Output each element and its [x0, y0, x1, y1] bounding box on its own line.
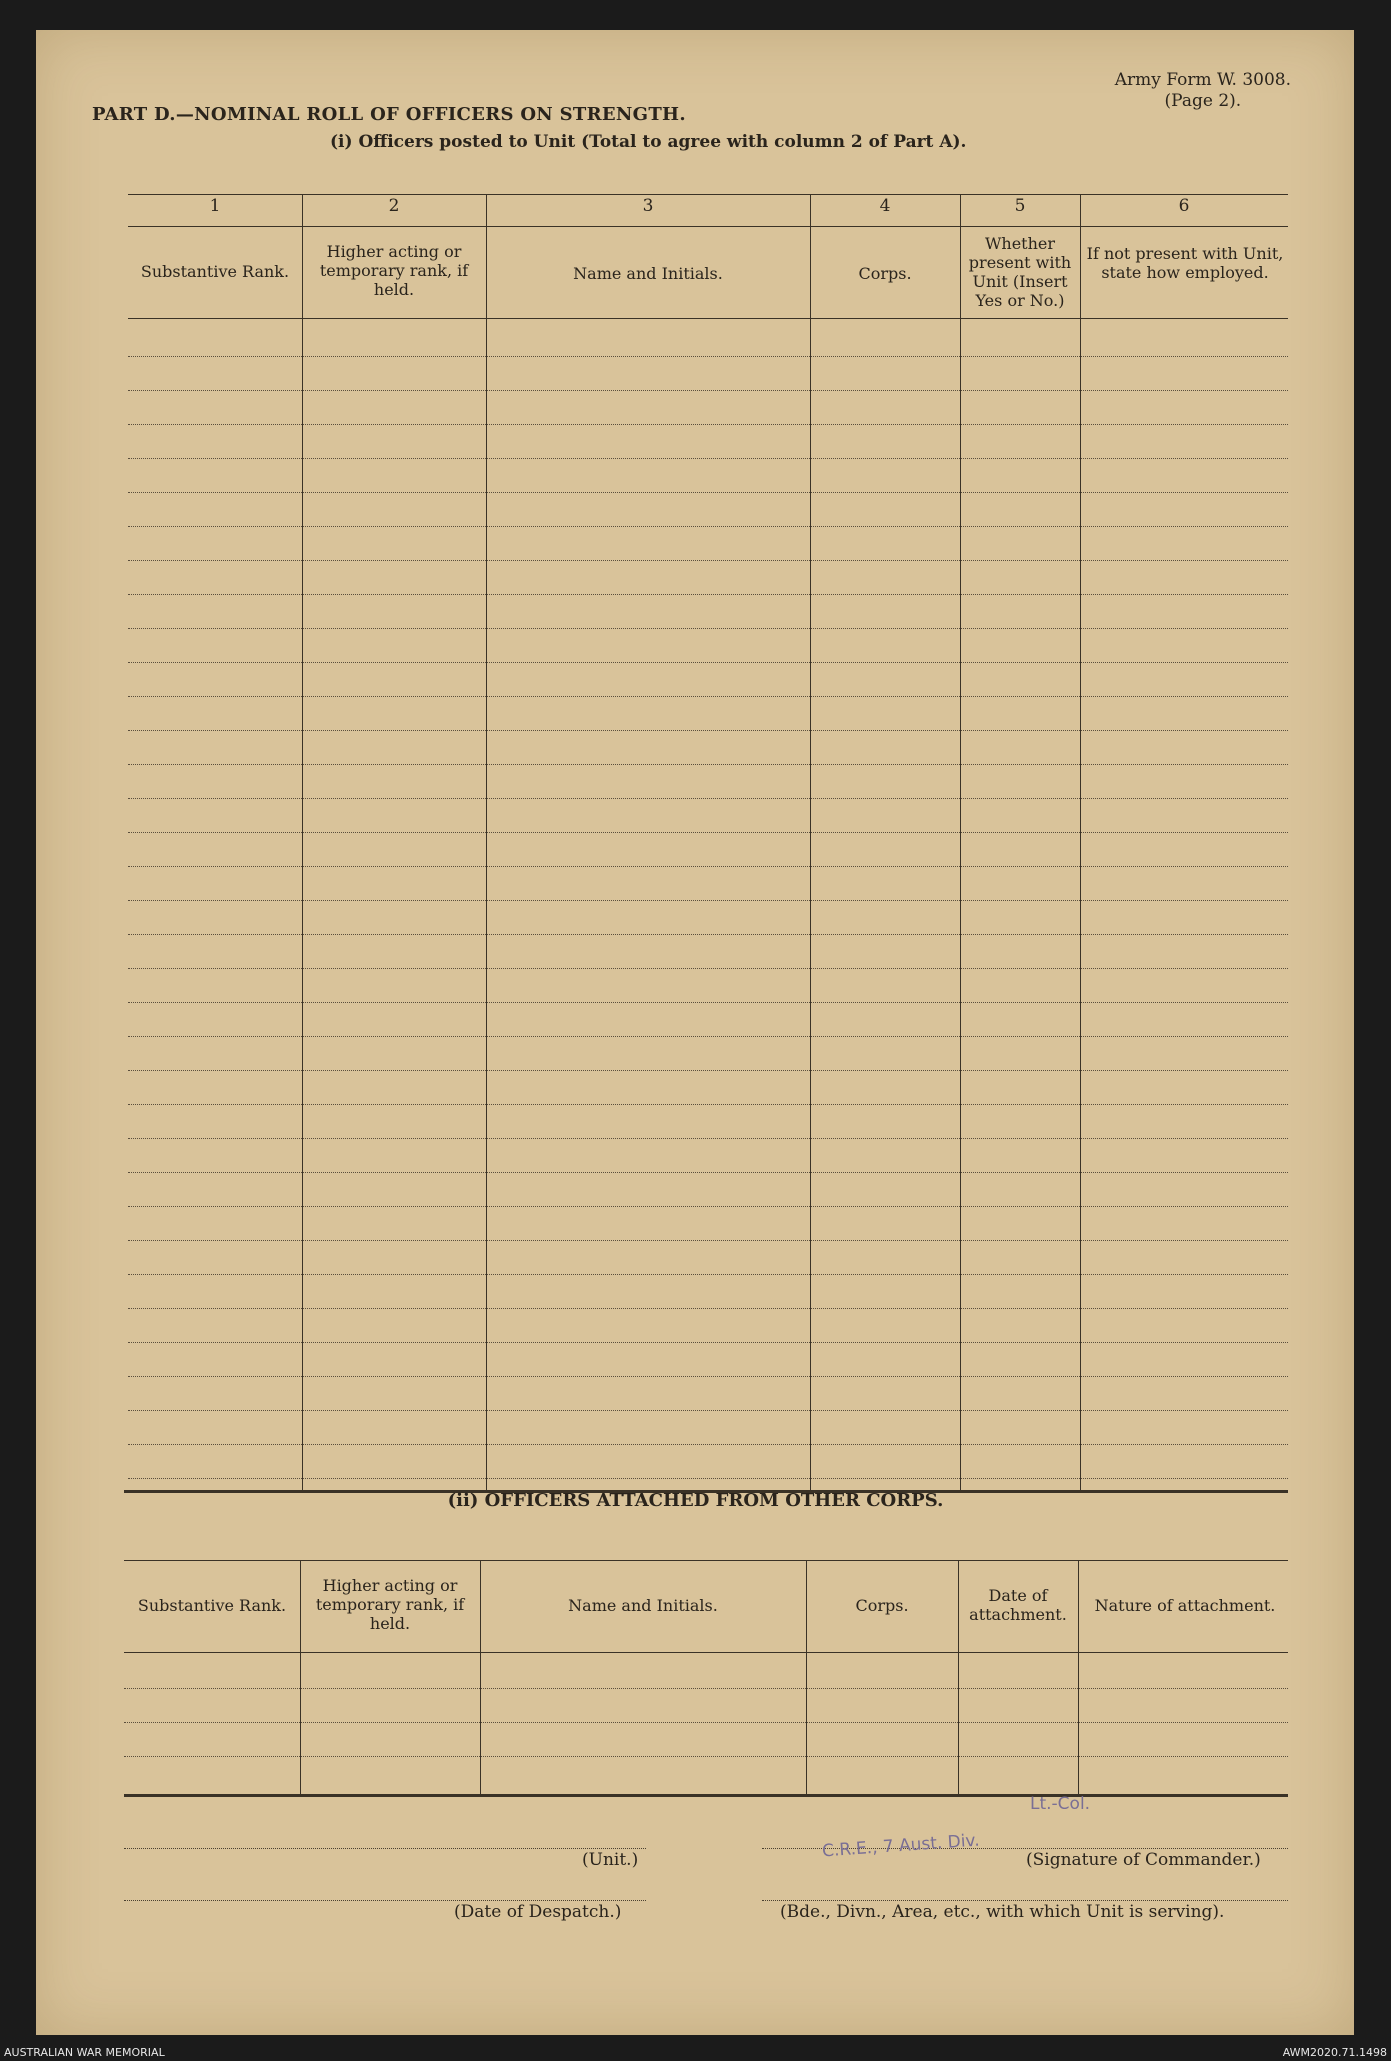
header-corps: Corps.	[855, 1596, 909, 1615]
ruled-line	[128, 662, 1288, 663]
table2-header-rule	[124, 1652, 1288, 1653]
archive-caption-right: AWM2020.71.1498	[1282, 2046, 1387, 2059]
ruled-line	[124, 1688, 1288, 1689]
ruled-line	[128, 1036, 1288, 1037]
table2-col-divider	[1078, 1560, 1079, 1794]
ruled-line	[128, 390, 1288, 391]
ruled-line	[128, 798, 1288, 799]
ruled-line	[128, 866, 1288, 867]
col-number: 5	[1014, 196, 1026, 216]
ruled-line	[128, 1104, 1288, 1105]
date-despatch-label: (Date of Despatch.)	[454, 1902, 622, 1922]
ruled-line	[128, 1138, 1288, 1139]
stamp-unit: C.R.E., 7 Aust. Div.	[821, 1830, 981, 1862]
section2-title: (ii) OFFICERS ATTACHED FROM OTHER CORPS.	[447, 1490, 944, 1511]
header-substantive-rank: Substantive Rank.	[137, 1596, 287, 1615]
header-how-employed: If not present with Unit, state how employed.	[1086, 244, 1284, 282]
table2-col-divider	[300, 1560, 301, 1794]
ruled-line	[128, 900, 1288, 901]
ruled-line	[128, 1376, 1288, 1377]
archive-caption-left: AUSTRALIAN WAR MEMORIAL	[4, 2046, 165, 2059]
signature-label: (Signature of Commander.)	[1026, 1850, 1261, 1870]
stamp-rank: Lt.-Col.	[1030, 1794, 1091, 1814]
ruled-line	[128, 934, 1288, 935]
ruled-line	[128, 832, 1288, 833]
col-number: 6	[1178, 196, 1190, 216]
ruled-line	[128, 1206, 1288, 1207]
col-number: 3	[642, 196, 654, 216]
col-number: 2	[388, 196, 400, 216]
ruled-line	[128, 696, 1288, 697]
table1-col-divider	[486, 194, 487, 1490]
date-line	[124, 1900, 646, 1901]
header-nature-attachment: Nature of attachment.	[1094, 1596, 1276, 1615]
header-substantive-rank: Substantive Rank.	[140, 262, 290, 281]
ruled-line	[128, 526, 1288, 527]
ruled-line	[128, 1172, 1288, 1173]
header-higher-rank: Higher acting or temporary rank, if held.	[319, 242, 469, 299]
header-date-attachment: Date of attachment.	[969, 1586, 1067, 1624]
ruled-line	[128, 424, 1288, 425]
ruled-line	[128, 628, 1288, 629]
ruled-line	[128, 1070, 1288, 1071]
form-number-line2: (Page 2).	[1164, 91, 1242, 111]
header-name-initials: Name and Initials.	[573, 264, 723, 283]
ruled-line	[124, 1756, 1288, 1757]
bde-label: (Bde., Divn., Area, etc., with which Unit is serving).	[780, 1902, 1225, 1922]
ruled-line	[128, 1342, 1288, 1343]
ruled-line	[128, 1274, 1288, 1275]
form-number	[1115, 70, 1291, 112]
ruled-line	[128, 1410, 1288, 1411]
col-number: 4	[879, 196, 891, 216]
section1-title: (i) Officers posted to Unit (Total to agree with column 2 of Part A).	[330, 132, 967, 152]
table2-col-divider	[958, 1560, 959, 1794]
table2-top-rule	[124, 1560, 1288, 1561]
ruled-line	[128, 730, 1288, 731]
ruled-line	[128, 560, 1288, 561]
ruled-line	[128, 356, 1288, 357]
table1-col-divider	[810, 194, 811, 1490]
table1-col-divider	[960, 194, 961, 1490]
header-higher-rank: Higher acting or temporary rank, if held.	[315, 1576, 465, 1633]
ruled-line	[128, 1240, 1288, 1241]
ruled-line	[124, 1722, 1288, 1723]
ruled-line	[128, 458, 1288, 459]
header-whether-present: Whether present with Unit (Insert Yes or No.)	[968, 234, 1072, 310]
ruled-line	[128, 594, 1288, 595]
unit-line	[124, 1848, 646, 1849]
ruled-line	[128, 968, 1288, 969]
table2-bottom-rule	[124, 1794, 1288, 1797]
form-page	[36, 30, 1354, 2035]
ruled-line	[128, 1478, 1288, 1479]
ruled-line	[128, 1444, 1288, 1445]
ruled-line	[128, 1002, 1288, 1003]
header-name-initials: Name and Initials.	[568, 1596, 718, 1615]
table1-col-divider	[302, 194, 303, 1490]
bde-line	[762, 1900, 1288, 1901]
table1-col-divider	[1080, 194, 1081, 1490]
form-number-line1: Army Form W. 3008.	[1114, 70, 1291, 90]
ruled-line	[128, 1308, 1288, 1309]
part-title: PART D.—NOMINAL ROLL OF OFFICERS ON STRENGTH.	[92, 104, 686, 125]
header-corps: Corps.	[858, 264, 912, 283]
col-number: 1	[209, 196, 221, 216]
ruled-line	[128, 764, 1288, 765]
ruled-line	[128, 492, 1288, 493]
unit-label: (Unit.)	[582, 1850, 639, 1870]
